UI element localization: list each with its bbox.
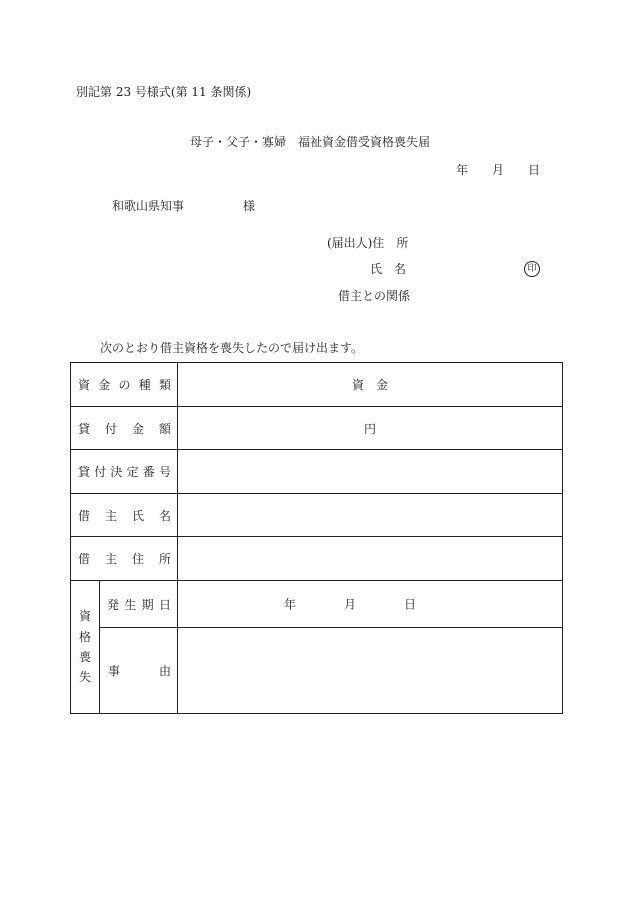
table-row bbox=[71, 363, 563, 407]
submission-date bbox=[0, 164, 540, 178]
borrower-name-field[interactable] bbox=[178, 494, 563, 537]
loan-amount-field[interactable]: 円 bbox=[178, 407, 563, 450]
intro-text: 次のとおり借主資格を喪失したので届け出ます。 bbox=[100, 341, 364, 355]
occurrence-year-label: 年 bbox=[284, 597, 297, 612]
table-row bbox=[71, 450, 563, 494]
qualification-loss-label bbox=[71, 581, 100, 714]
occurrence-date-field[interactable] bbox=[178, 581, 563, 628]
fund-type-field[interactable]: 資 金 bbox=[178, 363, 563, 407]
relation-label: 借主との関係 bbox=[338, 289, 411, 303]
borrower-name-label: 借主氏名 bbox=[71, 494, 178, 537]
table-row bbox=[71, 628, 563, 714]
reason-label bbox=[100, 628, 178, 714]
group-char: 喪 bbox=[78, 650, 91, 664]
filer-name-label: 氏 名 bbox=[370, 262, 407, 276]
date-day-label: 日 bbox=[528, 163, 541, 177]
group-char: 格 bbox=[78, 629, 91, 644]
occurrence-date-label: 発生期日 bbox=[100, 581, 178, 628]
group-char: 失 bbox=[78, 670, 91, 685]
decision-number-field[interactable] bbox=[178, 450, 563, 494]
filer-address-label: (届出人)住 所 bbox=[327, 236, 409, 250]
borrower-address-label: 借主住所 bbox=[71, 537, 178, 581]
reason-char: 由 bbox=[159, 664, 172, 678]
reason-char: 事 bbox=[108, 664, 121, 678]
addressee: 和歌山県知事 bbox=[112, 199, 185, 213]
addressee-honorific: 様 bbox=[243, 199, 256, 213]
table-row bbox=[71, 494, 563, 537]
table-row bbox=[71, 581, 563, 628]
form-reference: 別記第 23 号様式(第 11 条関係) bbox=[76, 85, 252, 99]
reason-field[interactable] bbox=[178, 628, 563, 714]
borrower-address-field[interactable] bbox=[178, 537, 563, 581]
table-row bbox=[71, 407, 563, 450]
loan-amount-label: 貸付金額 bbox=[71, 407, 178, 450]
decision-number-label: 貸付決定番号 bbox=[71, 450, 178, 494]
form-table bbox=[70, 362, 563, 714]
occurrence-month-label: 月 bbox=[344, 597, 357, 612]
date-year-label: 年 bbox=[456, 163, 469, 177]
date-month-label: 月 bbox=[492, 163, 505, 177]
seal-mark: 印 bbox=[524, 261, 540, 277]
group-char: 資 bbox=[78, 609, 91, 624]
fund-type-label: 資金の種類 bbox=[71, 363, 178, 407]
table-row bbox=[71, 537, 563, 581]
occurrence-day-label: 日 bbox=[404, 597, 417, 612]
form-title: 母子・父子・寡婦 福祉資金借受資格喪失届 bbox=[190, 135, 431, 149]
